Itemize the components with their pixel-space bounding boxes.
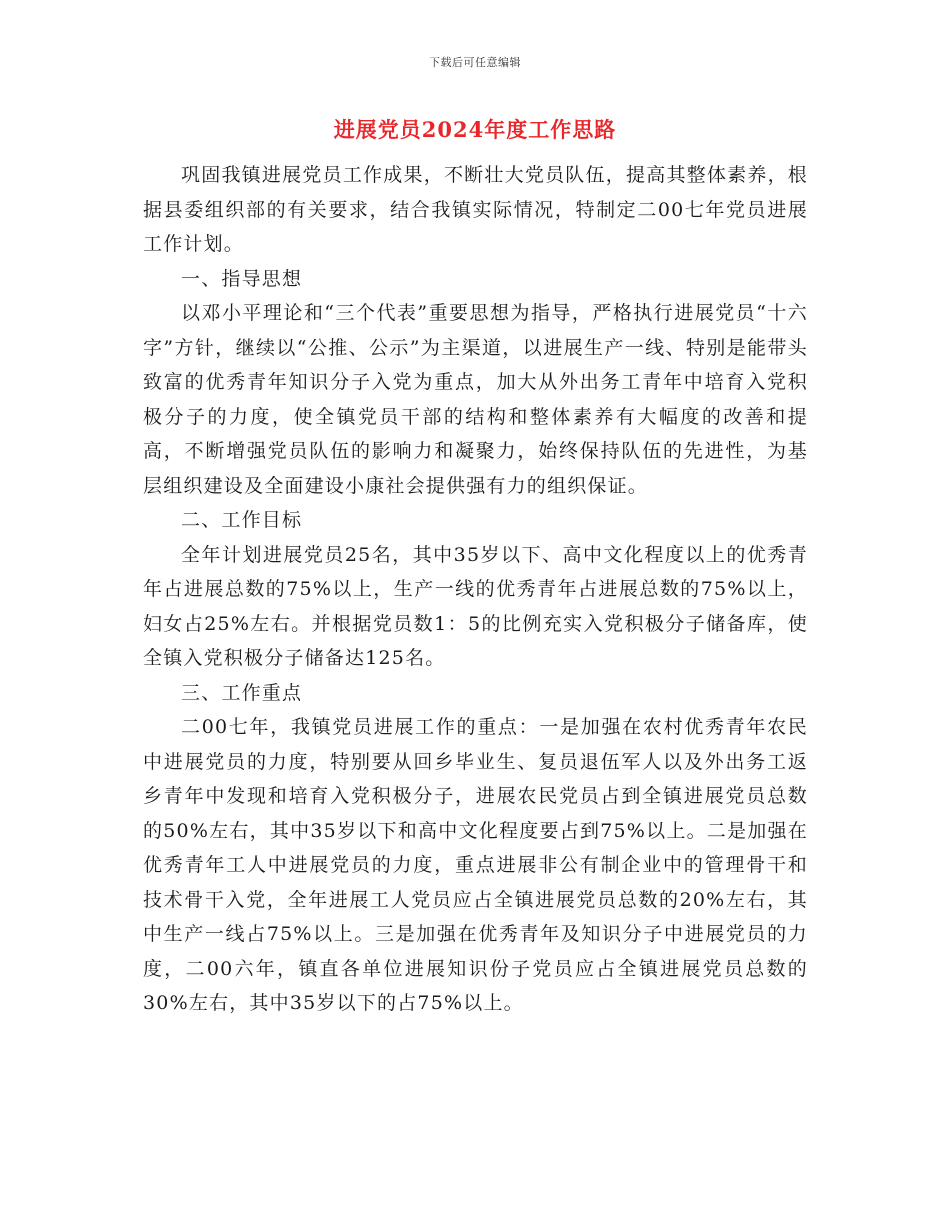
section-heading-work-focus: 三、工作重点 — [181, 681, 303, 704]
work-goals-paragraph: 全年计划进展党员25名，其中35岁以下、高中文化程度以上的优秀青年占进展总数的75%以上，生产一线的优秀青年占进展总数的75%以上，妇女占25%左右。并根据党员数1：5的比例充实入党积极分子储备库，使全镇入党积极分子储备达125名。 — [143, 543, 808, 669]
work-focus-paragraph: 二00七年，我镇党员进展工作的重点：一是加强在农村优秀青年农民中进展党员的力度，特别要从回乡毕业生、复员退伍军人以及外出务工返乡青年中发现和培育入党积极分子，进展农民党员占到全镇进展党员总数的50%左右，其中35岁以下和高中文化程度要占到75%以上。二是加强在优秀青年工人中进展党员的力度，重点进展非公有制企业中的管理骨干和技术骨干入党，全年进展工人党员应占全镇进展党员总数的20%左右，其中生产一线占75%以上。三是加强在优秀青年及知识分子中进展党员的力度，二00六年，镇直各单位进展知识份子党员应占全镇进展党员总数的30%左右，其中35岁以下的占75%以上。 — [143, 716, 808, 1014]
document-body — [143, 158, 808, 1021]
guiding-ideology-paragraph: 以邓小平理论和“三个代表”重要思想为指导，严格执行进展党员“十六字”方针，继续以“公推、公示”为主渠道，以进展生产一线、特别是能带头致富的优秀青年知识分子入党为重点，加大从外出务工青年中培育入党积极分子的力度，使全镇党员干部的结构和整体素养有大幅度的改善和提高，不断增强党员队伍的影响力和凝聚力，始终保持队伍的先进性，为基层组织建设及全面建设小康社会提供强有力的组织保证。 — [143, 302, 808, 497]
document-title: 进展党员2024年度工作思路 — [333, 117, 617, 142]
intro-paragraph: 巩固我镇进展党员工作成果，不断壮大党员队伍，提高其整体素养，根据县委组织部的有关要求，结合我镇实际情况，特制定二00七年党员进展工作计划。 — [143, 164, 808, 255]
section-heading-work-goals: 二、工作目标 — [181, 509, 303, 531]
section-heading-guiding-ideology: 一、指导思想 — [181, 267, 303, 290]
header-note: 下载后可任意编辑 — [429, 56, 521, 69]
